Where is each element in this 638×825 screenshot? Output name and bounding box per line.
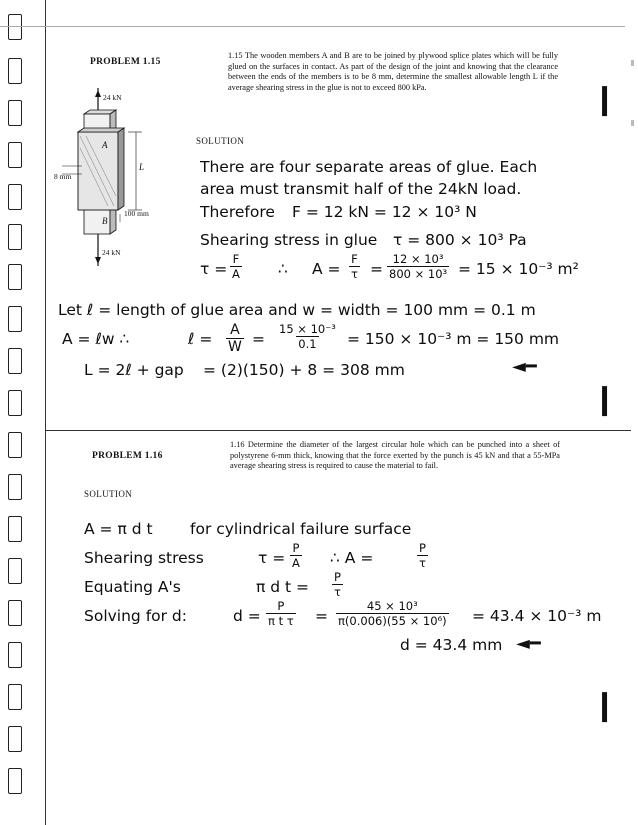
problem-1-16-statement: 1.16 Determine the diameter of the largest circular hole which can be punched into a sheet of polystyrene 6-mm thick, knowing that the force exerted by the punch is 45 kN and that a 55-MPa average shearing stress is required to cause the material to fail. — [230, 440, 560, 471]
fraction-p-over-a — [290, 541, 302, 570]
hw-equals: = — [315, 607, 328, 625]
frac-den: A — [292, 556, 300, 570]
hw-therefore-a-eq: ∴ A = — [330, 549, 374, 567]
hw-total-length-formula: L = 2ℓ + gap — [84, 361, 184, 379]
hw-length-result: = 150 × 10⁻³ m = 150 mm — [347, 330, 560, 348]
frac-num: 15 × 10⁻³ — [279, 322, 336, 336]
fraction-f-over-a — [230, 252, 242, 281]
binder-hole — [8, 432, 22, 458]
fraction-p-over-tau-2 — [332, 570, 343, 599]
top-rule — [0, 26, 625, 27]
answer-arrow-icon: ◄━ — [512, 356, 537, 377]
frac-num: 45 × 10³ — [366, 599, 418, 613]
frac-num: F — [232, 252, 240, 266]
length-label: L — [139, 162, 145, 172]
frac-den: τ — [334, 585, 341, 599]
binder-holes — [0, 0, 46, 825]
binder-hole — [8, 14, 22, 40]
binder-hole — [8, 306, 22, 332]
fraction-force-over-stress — [387, 252, 449, 281]
hw-shearing-stress-label: Shearing stress — [84, 549, 204, 567]
binder-hole — [8, 224, 22, 250]
frac-den: π(0.006)(55 × 10⁶) — [338, 614, 447, 628]
solution-label: SOLUTION — [196, 136, 245, 146]
member-a-label: A — [102, 140, 108, 150]
hw-let-length: Let ℓ = length of glue area and w = width = 100 mm = 0.1 m — [58, 301, 536, 319]
binder-hole — [8, 184, 22, 210]
binder-hole — [8, 642, 22, 668]
frac-num: 12 × 10³ — [392, 252, 444, 266]
hw-total-length-result: = (2)(150) + 8 = 308 mm — [203, 361, 405, 379]
hw-glue-areas: There are four separate areas of glue. Each — [200, 158, 538, 176]
frac-den: τ — [351, 267, 358, 281]
frac-num: P — [292, 541, 300, 555]
hw-area-formula: A = π d t — [84, 520, 153, 538]
hw-l-eq: ℓ = — [188, 330, 213, 348]
hw-force-value: F = 12 kN = 12 × 10³ N — [292, 203, 477, 221]
hw-therefore: Therefore — [200, 203, 275, 221]
hw-load-half: area must transmit half of the 24kN load. — [200, 180, 522, 198]
hw-therefore-symbol: ∴ — [278, 260, 288, 278]
frac-num: A — [230, 322, 240, 338]
binder-hole — [8, 726, 22, 752]
fraction-area-over-width — [277, 322, 338, 351]
binder-hole — [8, 264, 22, 290]
frac-num: P — [419, 541, 426, 555]
problem-1-16-label: PROBLEM 1.16 — [92, 451, 163, 461]
load-label-top: 24 kN — [103, 93, 122, 102]
binder-hole — [8, 600, 22, 626]
frac-den: π t τ — [268, 614, 294, 628]
fraction-diameter-calc — [336, 599, 449, 628]
hw-diameter-result: = 43.4 × 10⁻³ m — [472, 607, 602, 625]
margin-line — [45, 0, 46, 825]
binder-hole — [8, 558, 22, 584]
hw-a-eq: A = — [312, 260, 341, 278]
hw-a-lw: A = ℓw ∴ — [62, 330, 130, 348]
width-label: 100 mm — [124, 209, 149, 218]
frac-den: W — [228, 339, 242, 355]
fraction-a-over-w — [226, 322, 244, 355]
binder-hole — [8, 390, 22, 416]
frac-den: τ — [419, 556, 426, 570]
scan-speck — [631, 120, 634, 126]
gap-label: 8 mm — [54, 172, 72, 181]
frac-den: A — [232, 267, 240, 281]
hw-equals: = — [370, 260, 383, 278]
solution-label: SOLUTION — [84, 489, 133, 499]
problem-1-15-label: PROBLEM 1.15 — [90, 57, 161, 67]
splice-joint-diagram — [58, 88, 178, 268]
frac-num: P — [334, 570, 341, 584]
frac-num: F — [351, 252, 358, 266]
hw-area-result: = 15 × 10⁻³ m² — [458, 260, 579, 278]
margin-tick-mark: ❙ — [592, 382, 618, 417]
frac-den: 0.1 — [298, 337, 317, 351]
binder-hole — [8, 684, 22, 710]
problem-1-15-statement: 1.15 The wooden members A and B are to be joined by plywood splice plates which will be fully glued on the surfaces in contact. As part of the design of the joint and knowing that the clearance between the ends of the members is to be 8 mm, determine the smallest allowable length L if the average shearing stress in the glue is not to exceed 800 kPa. — [228, 51, 558, 92]
scan-speck — [631, 60, 634, 66]
section-divider — [46, 430, 631, 431]
hw-equals: = — [252, 330, 265, 348]
member-b-label: B — [102, 216, 108, 226]
binder-hole — [8, 768, 22, 794]
binder-hole — [8, 516, 22, 542]
hw-shear-glue-label: Shearing stress in glue — [200, 231, 378, 249]
fraction-p-over-tau — [417, 541, 428, 570]
fraction-f-over-tau — [349, 252, 360, 281]
frac-den: 800 × 10³ — [389, 267, 448, 281]
splice-joint-figure — [54, 88, 178, 268]
binder-hole — [8, 348, 22, 374]
margin-tick-mark: ❙ — [592, 688, 618, 723]
hw-equating-label: Equating A's — [84, 578, 181, 596]
fraction-p-over-pit-tau — [266, 599, 296, 628]
hw-pidt-eq: π d t = — [256, 578, 310, 596]
load-label-bottom: 24 kN — [102, 248, 121, 257]
hw-d-eq: d = — [233, 607, 261, 625]
hw-tau-value: τ = 800 × 10³ Pa — [393, 231, 527, 249]
hw-cylindrical-surface: for cylindrical failure surface — [190, 520, 412, 538]
binder-hole — [8, 142, 22, 168]
hw-solving-label: Solving for d: — [84, 607, 187, 625]
margin-tick-mark: ❙ — [592, 82, 618, 117]
hw-tau-eq: τ = — [200, 260, 228, 278]
hw-diameter-final: d = 43.4 mm — [400, 636, 503, 654]
hw-tau-eq: τ = — [258, 549, 286, 567]
binder-hole — [8, 100, 22, 126]
binder-hole — [8, 58, 22, 84]
answer-arrow-icon: ◄━ — [516, 633, 541, 654]
binder-hole — [8, 474, 22, 500]
frac-num: P — [277, 599, 285, 613]
